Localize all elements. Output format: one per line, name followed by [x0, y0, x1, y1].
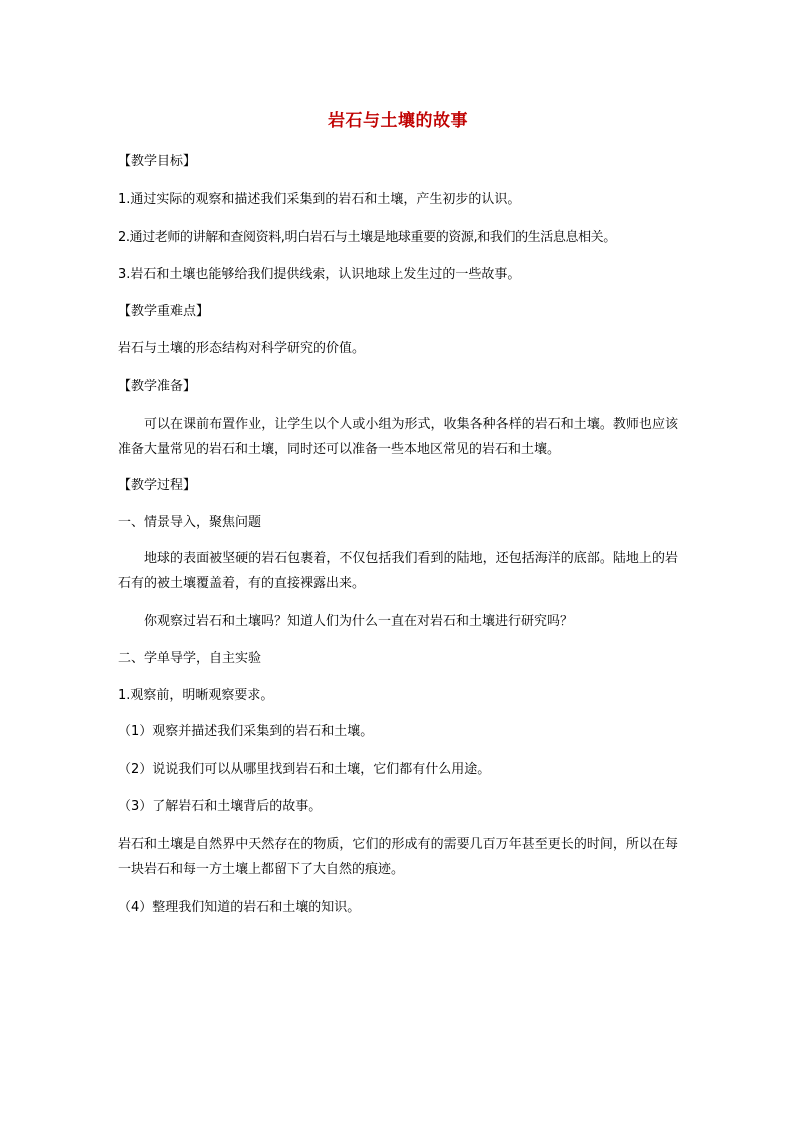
- goal-1: 1.通过实际的观察和描述我们采集到的岩石和土壤，产生初步的认识。: [118, 192, 521, 207]
- intro-question: 你观察过岩石和土壤吗？知道人们为什么一直在对岩石和土壤进行研究吗？: [144, 614, 574, 629]
- goal-3: 3.岩石和土壤也能够给我们提供线索，认识地球上发生过的一些故事。: [118, 267, 521, 282]
- intro-text: 地球的表面被坚硬的岩石包裹着，不仅包括我们看到的陆地，还包括海洋的底部。陆地上的岩石有的被土壤覆盖着，有的直接裸露出来。: [118, 551, 678, 591]
- requirement-1: （1）观察并描述我们采集到的岩石和土壤。: [118, 724, 374, 739]
- document-title: 岩石与土壤的故事: [328, 111, 468, 131]
- preparation-text: 可以在课前布置作业，让学生以个人或小组为形式，收集各种各样的岩石和土壤。教师也应该准备大量常见的岩石和土壤，同时还可以准备一些本地区常见的岩石和土壤。: [118, 417, 678, 457]
- goal-2: 2.通过老师的讲解和查阅资料,明白岩石与土壤是地球重要的资源,和我们的生活息息相关。: [118, 230, 616, 245]
- heading-process: 【教学过程】: [118, 478, 197, 493]
- requirement-3: （3）了解岩石和土壤背后的故事。: [118, 799, 322, 814]
- heading-preparation: 【教学准备】: [118, 379, 197, 394]
- requirement-4: （4）整理我们知道的岩石和土壤的知识。: [118, 900, 361, 915]
- nature-text: 岩石和土壤是自然界中天然存在的物质，它们的形成有的需要几百万年甚至更长的时间，所以在每一块岩石和每一方土壤上都留下了大自然的痕迹。: [118, 837, 678, 877]
- heading-key-points: 【教学重难点】: [118, 304, 210, 319]
- section-2-heading: 二、学单导学，自主实验: [118, 651, 262, 666]
- heading-goals: 【教学目标】: [118, 154, 197, 169]
- requirement-2: （2）说说我们可以从哪里找到岩石和土壤，它们都有什么用途。: [118, 762, 491, 777]
- section-1-heading: 一、情景导入，聚焦问题: [118, 515, 262, 530]
- step-1: 1.观察前，明晰观察要求。: [118, 688, 274, 703]
- key-point: 岩石与土壤的形态结构对科学研究的价值。: [118, 341, 366, 356]
